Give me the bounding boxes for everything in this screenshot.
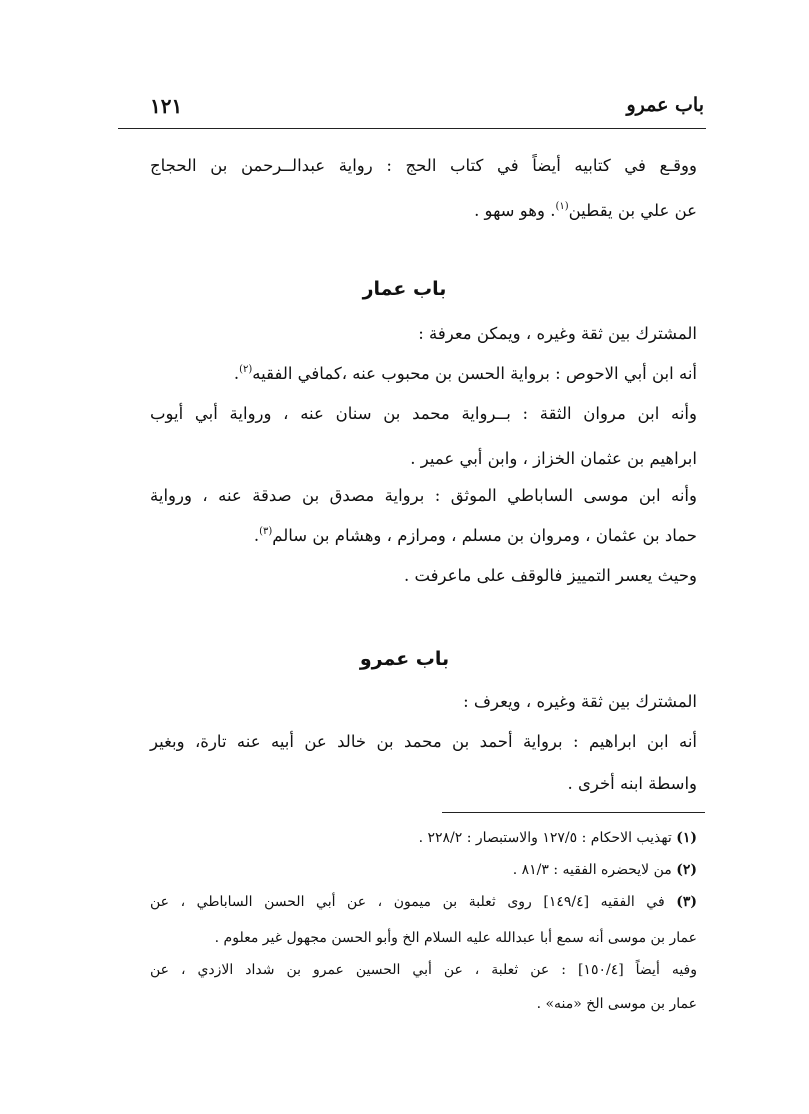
intro-line-1: ووقـع في كتابيه أيضاً في كتاب الحج : رواية عبدالــرحمن بن الحجاج — [150, 156, 697, 175]
section-heading-amr: باب عمرو — [359, 648, 450, 670]
ammar-line-1: المشترك بين ثقة وغيره ، ويمكن معرفة : — [418, 324, 697, 343]
footnote-2 — [513, 862, 697, 878]
footnote-2-number: (٢) — [676, 862, 697, 878]
section-heading-ammar: باب عمار — [362, 278, 447, 300]
intro-line-2 — [474, 201, 697, 220]
footnote-3-text-1: في الفقيه [١٤٩/٤] روى ثعلبة بن ميمون ، عن أبي الحسن الساباطي ، عن — [150, 894, 665, 910]
ammar-line-5: وأنه ابن موسى الساباطي الموثق : برواية مصدق بن صدقة عنه ، ورواية — [150, 486, 697, 505]
footnote-1-text: تهذيب الاحكام : ١٢٧/٥ والاستبصار : ٢٢٨/٢ . — [418, 830, 672, 846]
footnote-ref-1[interactable]: (١) — [555, 201, 569, 212]
footnote-divider — [442, 812, 705, 813]
ammar-line-4: ابراهيم بن عثمان الخزاز ، وابن أبي عمير . — [410, 449, 697, 468]
ammar-line-7: وحيث يعسر التمييز فالوقف على ماعرفت . — [403, 566, 697, 585]
intro-line-2-end: . وهو سهو . — [474, 201, 556, 220]
ammar-line-2-text: أنه ابن أبي الاحوص : برواية الحسن بن محبوب عنه ،كمافي الفقيه — [252, 364, 697, 383]
footnote-2-text: من لايحضره الفقيه : ٨١/٣ . — [512, 862, 672, 878]
ammar-line-3: وأنه ابن مروان الثقة : بــرواية محمد بن سنان عنه ، ورواية أبي أيوب — [150, 404, 697, 423]
amr-line-2: أنه ابن ابراهيم : برواية أحمد بن محمد بن خالد عن أبيه عنه تارة، وبغير — [150, 732, 697, 751]
ammar-line-6 — [254, 526, 697, 545]
footnote-3-line-1 — [150, 894, 697, 910]
running-title: باب عمرو — [626, 94, 704, 116]
ammar-line-2-end: . — [233, 364, 240, 383]
footnote-ref-2[interactable]: (٢) — [239, 364, 253, 375]
footnote-3-line-2: عمار بن موسى أنه سمع أبا عبدالله عليه السلام الخ وأبو الحسن مجهول غير معلوم . — [214, 930, 697, 946]
footnote-3-line-3: وفيه أيضاً [١٥٠/٤] : عن ثعلبة ، عن أبي الحسين عمرو بن شداد الازدي ، عن — [150, 962, 697, 978]
page-number: ١٢١ — [150, 94, 183, 118]
footnote-1 — [419, 830, 697, 846]
footnote-3-line-4: عمار بن موسى الخ «منه» . — [536, 996, 697, 1012]
ammar-line-6-end: . — [253, 526, 260, 545]
ammar-line-2 — [234, 364, 697, 383]
intro-line-2-text: عن علي بن يقطين — [568, 201, 697, 220]
amr-line-1: المشترك بين ثقة وغيره ، ويعرف : — [463, 692, 697, 711]
running-header — [118, 88, 706, 129]
footnote-3-number: (٣) — [676, 894, 698, 910]
ammar-line-6-text: حماد بن عثمان ، ومروان بن مسلم ، ومرازم ، وهشام بن سالم — [272, 526, 697, 545]
footnote-1-number: (١) — [676, 830, 697, 846]
amr-line-3: واسطة ابنه أخرى . — [567, 774, 697, 793]
footnote-ref-3[interactable]: (٣) — [259, 526, 273, 537]
